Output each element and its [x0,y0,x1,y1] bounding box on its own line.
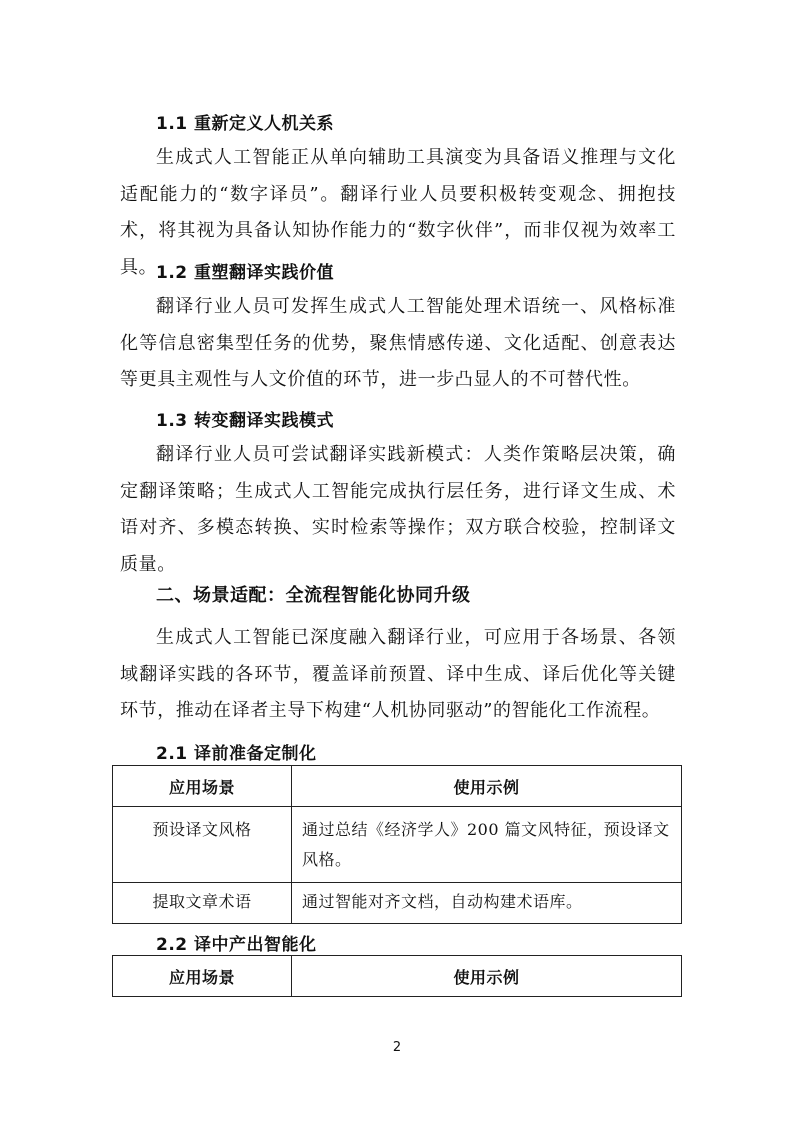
table-header-example: 使用示例 [292,956,682,997]
table-row [113,883,682,924]
table-cell-scene: 提取文章术语 [113,883,292,924]
table-header-scene: 应用场景 [113,956,292,997]
table-row [113,807,682,883]
table-cell-example: 通过总结《经济学人》200 篇文风特征，预设译文风格。 [292,807,682,883]
usage-table-2-2 [112,955,682,997]
table-caption-2-2: 2.2 译中产出智能化 [156,935,317,955]
section-heading-1-1: 1.1 重新定义人机关系 [156,114,335,134]
section-paragraph-1-3: 翻译行业人员可尝试翻译实践新模式：人类作策略层决策，确定翻译策略；生成式人工智能完成执行层任务，进行译文生成、术语对齐、多模态转换、实时检索等操作；双方联合校验，控制译文质量。 [120,444,676,575]
section-paragraph-1-2: 翻译行业人员可发挥生成式人工智能处理术语统一、风格标准化等信息密集型任务的优势，聚焦情感传递、文化适配、创意表达等更具主观性与人文价值的环节，进一步凸显人的不可替代性。 [120,296,676,390]
table-header-row [113,956,682,997]
table-header-row [113,766,682,807]
section-heading-1-3: 1.3 转变翻译实践模式 [156,411,335,431]
table-header-scene: 应用场景 [113,766,292,807]
page-number: 2 [392,1040,402,1055]
table-caption-2-1: 2.1 译前准备定制化 [156,744,317,764]
table-header-example: 使用示例 [292,766,682,807]
table-cell-example: 通过智能对齐文档，自动构建术语库。 [292,883,682,924]
chapter-heading-2: 二、场景适配：全流程智能化协同升级 [156,585,471,606]
table-cell-scene: 预设译文风格 [113,807,292,883]
section-heading-1-2: 1.2 重塑翻译实践价值 [156,263,335,283]
usage-table-2-1 [112,765,682,924]
chapter-paragraph-2: 生成式人工智能已深度融入翻译行业，可应用于各场景、各领域翻译实践的各环节，覆盖译前预置、译中生成、译后优化等关键环节，推动在译者主导下构建“人机协同驱动”的智能化工作流程。 [120,627,676,721]
section-paragraph-1-1: 生成式人工智能正从单向辅助工具演变为具备语义推理与文化适配能力的“数字译员”。翻译行业人员要积极转变观念、拥抱技术，将其视为具备认知协作能力的“数字伙伴”，而非仅视为效率工具。 [120,147,676,278]
